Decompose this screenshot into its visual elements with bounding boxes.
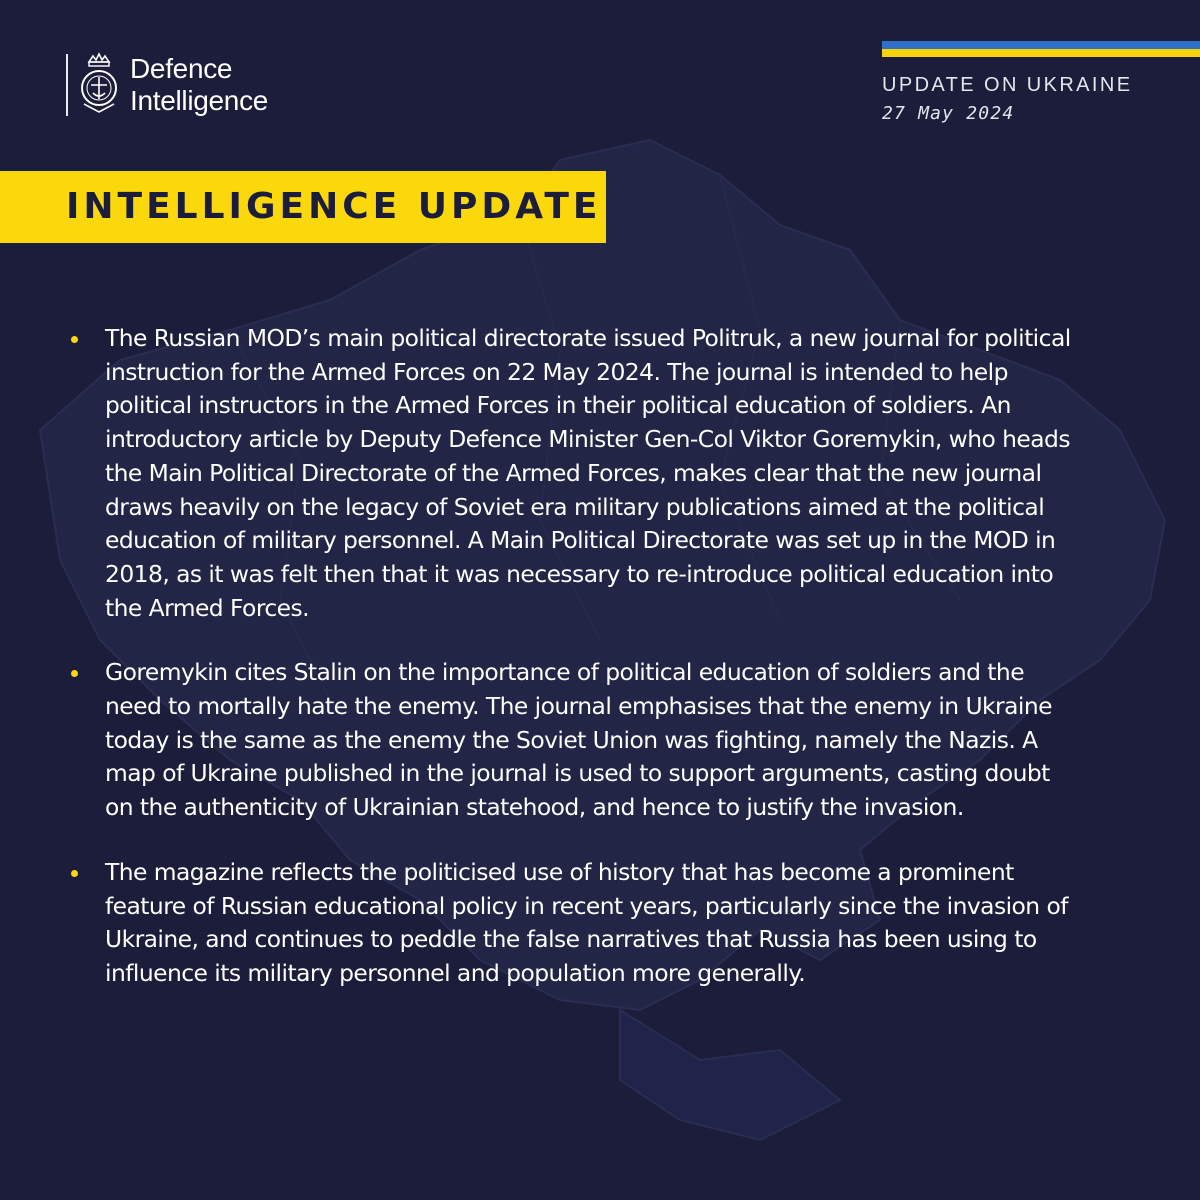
bullet-text: The magazine reflects the politicised use of history that has become a prominent feature of Russian educational policy in recent years, particularly since the invasion of Ukraine, and continues to peddle the false narratives that Russia has been using to influence its military personnel and population more generally. <box>105 857 1068 987</box>
logo-divider <box>66 54 68 116</box>
bullet-text: The Russian MOD’s main political directorate issued Politruk, a new journal for political instruction for the Armed Forces on 22 May 2024. The journal is intended to help political instructors in the Armed Forces in their political education of soldiers. An introductory article by Deputy Defence Minister Gen-Col Viktor Goremykin, who heads the Main Political Directorate of the Armed Forces, makes clear that the new journal draws heavily on the legacy of Soviet era military publications aimed at the political education of military personnel. A Main Political Directorate was set up in the MOD in 2018, as it was felt then that it was necessary to re-introduce political education into the Armed Forces. <box>105 324 1071 622</box>
bullet-item <box>0 322 1075 625</box>
logo-text <box>130 53 268 117</box>
update-on-label: UPDATE ON UKRAINE <box>882 74 1133 96</box>
bullet-item <box>0 856 1075 991</box>
bullet-dot-icon <box>71 670 78 677</box>
ukraine-flag-stripe <box>882 41 1200 57</box>
logo-line-intelligence: Intelligence <box>130 85 269 116</box>
bullet-text: Goremykin cites Stalin on the importance of political education of soldiers and the need to mortally hate the enemy. The journal emphasises that the enemy in Ukraine today is the same as the enemy the Soviet Union was fighting, namely the Nazis. A map of Ukraine published in the journal is used to support arguments, casting doubt on the authenticity of Ukrainian statehood, and hence to justify the invasion. <box>105 658 1052 822</box>
defence-intelligence-logo <box>66 52 268 118</box>
defence-intelligence-crest-icon <box>76 52 122 118</box>
bullet-dot-icon <box>71 336 78 343</box>
intelligence-update-banner <box>0 171 606 243</box>
bullet-item <box>0 656 1075 825</box>
logo-line-defence: Defence <box>130 53 233 84</box>
update-header <box>882 74 1182 124</box>
update-date: 27 May 2024 <box>882 103 1015 124</box>
flag-yellow-band <box>882 49 1200 57</box>
banner-title: INTELLIGENCE UPDATE <box>66 186 602 227</box>
flag-blue-band <box>882 41 1200 49</box>
bullet-list <box>0 322 1200 1022</box>
bullet-dot-icon <box>71 870 78 877</box>
